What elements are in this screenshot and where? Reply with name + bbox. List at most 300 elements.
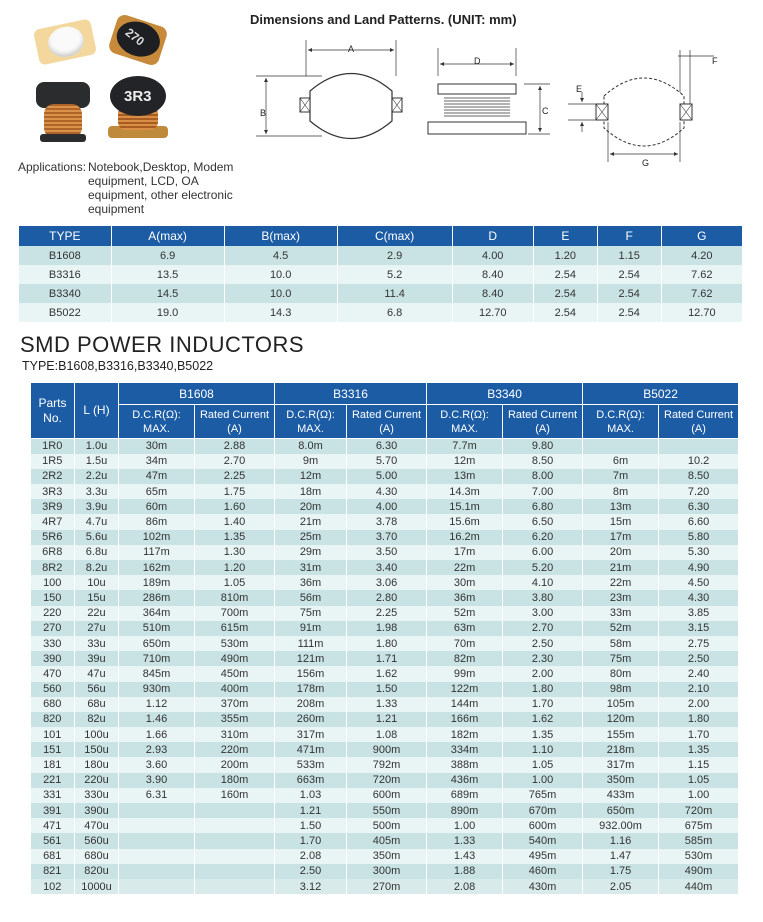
dim-label-f: F [712, 56, 718, 66]
table-row [31, 560, 739, 575]
table-cell: 460m [503, 864, 583, 879]
table-cell: 5.6u [75, 530, 119, 545]
table-cell: 364m [119, 606, 195, 621]
table-cell: 180u [75, 757, 119, 772]
table-cell: 8.50 [503, 454, 583, 469]
dim-table-cell: B5022 [19, 303, 111, 322]
dim-table-cell: 2.54 [533, 265, 597, 284]
table-cell: 530m [195, 636, 275, 651]
table-cell [119, 879, 195, 894]
table-cell: 2.05 [583, 879, 659, 894]
dim-table-cell: 2.54 [597, 265, 661, 284]
table-cell: 21m [583, 560, 659, 575]
table-cell: 1.33 [347, 697, 427, 712]
table-cell [195, 864, 275, 879]
rated-current-header: Rated Current (A) [659, 405, 739, 439]
inductor-white-cap-image [33, 18, 97, 65]
table-cell: 150 [31, 590, 75, 605]
table-cell: 9.80 [503, 439, 583, 454]
table-cell: 21m [275, 514, 347, 529]
table-cell: 151 [31, 742, 75, 757]
table-cell: 820 [31, 712, 75, 727]
table-cell: 3.06 [347, 575, 427, 590]
table-cell: 4.50 [659, 575, 739, 590]
table-row [31, 439, 739, 454]
types-line: TYPE:B1608,B3316,B3340,B5022 [22, 359, 214, 373]
table-cell: 101 [31, 727, 75, 742]
table-cell: 1.62 [347, 666, 427, 681]
table-cell: 1.66 [119, 727, 195, 742]
table-cell: 2.50 [275, 864, 347, 879]
table-cell: 1.5u [75, 454, 119, 469]
table-cell: 3.50 [347, 545, 427, 560]
dim-table-cell: 1.20 [533, 246, 597, 265]
table-cell: 7.20 [659, 484, 739, 499]
table-cell: 102 [31, 879, 75, 894]
table-cell: 105m [583, 697, 659, 712]
dim-table-cell: 14.5 [111, 284, 224, 303]
table-cell: 68u [75, 697, 119, 712]
dimension-table-header [19, 226, 743, 246]
table-cell: 650m [119, 636, 195, 651]
table-cell: 12m [427, 454, 503, 469]
table-cell: 1.70 [503, 697, 583, 712]
dim-table-cell: B3316 [19, 265, 111, 284]
table-cell: 675m [659, 818, 739, 833]
dim-table-cell: 2.54 [533, 284, 597, 303]
table-cell: 6m [583, 454, 659, 469]
table-cell [659, 439, 739, 454]
table-cell: 4R7 [31, 514, 75, 529]
table-cell: 1.00 [427, 818, 503, 833]
table-cell: 1.88 [427, 864, 503, 879]
table-cell: 22m [583, 575, 659, 590]
table-cell: 15u [75, 590, 119, 605]
dim-table-cell: 2.54 [597, 303, 661, 322]
table-row [31, 742, 739, 757]
table-cell: 3.9u [75, 499, 119, 514]
table-cell: 471m [275, 742, 347, 757]
table-cell: 52m [583, 621, 659, 636]
table-cell: 3.3u [75, 484, 119, 499]
table-cell: 27u [75, 621, 119, 636]
dim-table-cell: 7.62 [661, 265, 742, 284]
group-header-b3340: B3340 [427, 383, 583, 405]
table-cell: 181 [31, 757, 75, 772]
table-cell: 1.60 [195, 499, 275, 514]
table-cell [119, 818, 195, 833]
table-cell: 6.30 [659, 499, 739, 514]
table-cell [119, 849, 195, 864]
table-cell: 495m [503, 849, 583, 864]
table-cell: 156m [275, 666, 347, 681]
table-cell: 1.00 [503, 773, 583, 788]
table-cell: 440m [659, 879, 739, 894]
dim-header-cell: E [533, 226, 597, 246]
table-cell: 585m [659, 833, 739, 848]
table-cell [583, 439, 659, 454]
table-cell: 8.50 [659, 469, 739, 484]
dim-header-cell: A(max) [111, 226, 224, 246]
table-cell: 144m [427, 697, 503, 712]
table-cell: 1.80 [659, 712, 739, 727]
table-cell: 1.47 [583, 849, 659, 864]
table-cell: 82m [427, 651, 503, 666]
table-cell: 60m [119, 499, 195, 514]
table-cell: 3.60 [119, 757, 195, 772]
table-cell: 2.2u [75, 469, 119, 484]
table-row [31, 864, 739, 879]
table-cell: 700m [195, 606, 275, 621]
dim-header-cell: C(max) [337, 226, 452, 246]
dim-table-cell: 6.8 [337, 303, 452, 322]
drawing-land-pattern [568, 36, 718, 166]
table-cell: 6.30 [347, 439, 427, 454]
table-cell: 4.90 [659, 560, 739, 575]
table-cell: 810m [195, 590, 275, 605]
table-cell: 1.0u [75, 439, 119, 454]
table-cell: 200m [195, 757, 275, 772]
table-cell: 2.80 [347, 590, 427, 605]
table-cell: 4.30 [659, 590, 739, 605]
table-cell: 8m [583, 484, 659, 499]
table-row [31, 621, 739, 636]
table-cell: 2.10 [659, 682, 739, 697]
dim-table-cell: 12.70 [452, 303, 533, 322]
table-row [31, 499, 739, 514]
table-row [31, 803, 739, 818]
table-cell: 34m [119, 454, 195, 469]
table-cell: 2.40 [659, 666, 739, 681]
table-row [31, 712, 739, 727]
table-cell: 1.33 [427, 833, 503, 848]
table-cell: 30m [119, 439, 195, 454]
table-cell: 58m [583, 636, 659, 651]
table-cell: 1.12 [119, 697, 195, 712]
table-cell: 189m [119, 575, 195, 590]
table-cell: 150u [75, 742, 119, 757]
table-cell: 15.1m [427, 499, 503, 514]
table-cell: 2.08 [275, 849, 347, 864]
table-cell: 10.2 [659, 454, 739, 469]
table-cell: 1.46 [119, 712, 195, 727]
table-cell: 663m [275, 773, 347, 788]
table-cell: 490m [195, 651, 275, 666]
table-cell: 122m [427, 682, 503, 697]
dim-header-cell: G [661, 226, 742, 246]
inductor-3r3-image: 3R3 [108, 76, 168, 140]
dim-label-e: E [576, 84, 583, 94]
table-cell: 550m [347, 803, 427, 818]
dim-table-cell: 13.5 [111, 265, 224, 284]
table-cell: 56m [275, 590, 347, 605]
table-cell: 155m [583, 727, 659, 742]
table-cell: 30m [427, 575, 503, 590]
table-cell: 86m [119, 514, 195, 529]
table-cell: 33m [583, 606, 659, 621]
table-cell: 100u [75, 727, 119, 742]
table-cell: 220u [75, 773, 119, 788]
table-cell: 25m [275, 530, 347, 545]
group-header-b5022: B5022 [583, 383, 739, 405]
table-cell: 845m [119, 666, 195, 681]
dim-table-cell: 8.40 [452, 284, 533, 303]
table-cell [195, 879, 275, 894]
drawing-top-view [252, 36, 412, 146]
table-cell: 1.40 [195, 514, 275, 529]
dimensions-title: Dimensions and Land Patterns. (UNIT: mm) [250, 12, 517, 27]
table-cell [195, 833, 275, 848]
table-row [31, 727, 739, 742]
table-cell [195, 818, 275, 833]
table-cell: 1.62 [503, 712, 583, 727]
table-cell: 1.80 [503, 682, 583, 697]
table-cell: 1.98 [347, 621, 427, 636]
table-row [31, 818, 739, 833]
table-cell: 765m [503, 788, 583, 803]
inductor-270-image: 270 [107, 13, 169, 67]
table-cell: 2.00 [503, 666, 583, 681]
dim-table-cell: 6.9 [111, 246, 224, 265]
table-cell: 1.00 [659, 788, 739, 803]
table-cell: 680 [31, 697, 75, 712]
dim-table-cell: 7.62 [661, 284, 742, 303]
table-row [31, 454, 739, 469]
page-title: SMD POWER INDUCTORS [20, 332, 305, 357]
table-cell: 3R9 [31, 499, 75, 514]
table-cell: 1.80 [347, 636, 427, 651]
dim-table-cell: 10.0 [224, 284, 337, 303]
table-cell: 3.90 [119, 773, 195, 788]
dim-label-g: G [642, 158, 650, 168]
table-cell: 1.50 [347, 682, 427, 697]
table-row [31, 530, 739, 545]
table-row [31, 697, 739, 712]
table-cell: 5.80 [659, 530, 739, 545]
table-cell: 1.75 [583, 864, 659, 879]
table-cell: 890m [427, 803, 503, 818]
dim-table-cell: B3340 [19, 284, 111, 303]
dim-table-cell: 2.54 [597, 284, 661, 303]
table-cell: 7.7m [427, 439, 503, 454]
rated-current-header: Rated Current (A) [195, 405, 275, 439]
dim-label-c: C [542, 106, 549, 116]
table-row [31, 849, 739, 864]
dim-header-cell: TYPE [19, 226, 111, 246]
table-cell: 600m [347, 788, 427, 803]
table-cell: 1R0 [31, 439, 75, 454]
table-cell: 310m [195, 727, 275, 742]
table-cell: 930m [119, 682, 195, 697]
table-cell: 23m [583, 590, 659, 605]
table-cell: 471 [31, 818, 75, 833]
dcr-header: D.C.R(Ω): MAX. [275, 405, 347, 439]
table-cell: 450m [195, 666, 275, 681]
table-cell: 208m [275, 697, 347, 712]
table-cell: 47m [119, 469, 195, 484]
dim-table-cell: 11.4 [337, 284, 452, 303]
table-cell: 4.10 [503, 575, 583, 590]
table-cell: 317m [275, 727, 347, 742]
table-cell: 218m [583, 742, 659, 757]
table-cell: 5.00 [347, 469, 427, 484]
dim-table-cell: 4.5 [224, 246, 337, 265]
table-cell: 2.75 [659, 636, 739, 651]
table-cell: 6.20 [503, 530, 583, 545]
dim-table-cell: B1608 [19, 246, 111, 265]
dim-header-cell: D [452, 226, 533, 246]
table-cell: 2.00 [659, 697, 739, 712]
table-cell: 8R2 [31, 560, 75, 575]
table-cell: 689m [427, 788, 503, 803]
table-cell: 8.0m [275, 439, 347, 454]
table-cell: 405m [347, 833, 427, 848]
dcr-header: D.C.R(Ω): MAX. [583, 405, 659, 439]
table-cell: 2.50 [659, 651, 739, 666]
table-row [31, 651, 739, 666]
table-cell: 615m [195, 621, 275, 636]
table-cell: 18m [275, 484, 347, 499]
table-cell: 36m [275, 575, 347, 590]
applications-text: Applications: Notebook,Desktop, Modem equipment, LCD, OA equipment, other electronic equipment [18, 160, 234, 216]
table-cell: 20m [275, 499, 347, 514]
table-cell: 36m [427, 590, 503, 605]
dim-table-cell: 4.00 [452, 246, 533, 265]
rated-current-header: Rated Current (A) [503, 405, 583, 439]
table-cell: 12m [275, 469, 347, 484]
table-row [31, 636, 739, 651]
dim-table-row [19, 303, 743, 322]
table-cell: 391 [31, 803, 75, 818]
table-cell: 31m [275, 560, 347, 575]
table-cell: 370m [195, 697, 275, 712]
inductance-header: L (H) [75, 383, 119, 439]
table-row [31, 469, 739, 484]
table-row [31, 606, 739, 621]
table-cell: 3R3 [31, 484, 75, 499]
dim-table-cell: 1.15 [597, 246, 661, 265]
table-cell: 681 [31, 849, 75, 864]
table-cell: 6.8u [75, 545, 119, 560]
table-cell: 7m [583, 469, 659, 484]
drawing-side-view [424, 36, 554, 146]
table-cell: 1.05 [195, 575, 275, 590]
table-cell: 111m [275, 636, 347, 651]
table-cell: 16.2m [427, 530, 503, 545]
table-cell: 17m [427, 545, 503, 560]
table-cell: 286m [119, 590, 195, 605]
table-cell: 162m [119, 560, 195, 575]
table-cell: 1.35 [659, 742, 739, 757]
table-row [31, 757, 739, 772]
dim-table-row [19, 246, 743, 265]
table-cell: 29m [275, 545, 347, 560]
table-cell: 2.50 [503, 636, 583, 651]
dim-label-a: A [348, 44, 355, 54]
table-cell: 560u [75, 833, 119, 848]
table-cell: 3.12 [275, 879, 347, 894]
table-cell [119, 833, 195, 848]
table-cell: 334m [427, 742, 503, 757]
table-cell: 1.50 [275, 818, 347, 833]
table-cell: 8.2u [75, 560, 119, 575]
table-cell: 102m [119, 530, 195, 545]
table-row [31, 575, 739, 590]
table-cell: 6.00 [503, 545, 583, 560]
table-cell: 80m [583, 666, 659, 681]
table-cell: 2.25 [347, 606, 427, 621]
table-cell: 4.00 [347, 499, 427, 514]
table-cell: 47u [75, 666, 119, 681]
dim-table-cell: 19.0 [111, 303, 224, 322]
table-cell: 400m [195, 682, 275, 697]
dim-table-cell: 14.3 [224, 303, 337, 322]
table-cell: 500m [347, 818, 427, 833]
table-row [31, 514, 739, 529]
table-cell: 75m [583, 651, 659, 666]
dim-table-cell: 2.9 [337, 246, 452, 265]
table-cell: 1.43 [427, 849, 503, 864]
table-cell: 1.20 [195, 560, 275, 575]
table-cell: 388m [427, 757, 503, 772]
table-cell: 300m [347, 864, 427, 879]
dim-label-b: B [260, 108, 267, 118]
product-photos [28, 14, 198, 154]
table-cell: 331 [31, 788, 75, 803]
table-cell: 900m [347, 742, 427, 757]
dim-table-row [19, 265, 743, 284]
table-cell: 710m [119, 651, 195, 666]
table-cell: 52m [427, 606, 503, 621]
table-cell: 82u [75, 712, 119, 727]
dimension-table [19, 226, 743, 322]
table-cell: 8.00 [503, 469, 583, 484]
table-row [31, 773, 739, 788]
table-cell: 932.00m [583, 818, 659, 833]
table-cell: 9m [275, 454, 347, 469]
table-cell: 270 [31, 621, 75, 636]
table-cell: 3.70 [347, 530, 427, 545]
table-cell: 2.93 [119, 742, 195, 757]
table-cell: 670m [503, 803, 583, 818]
table-cell: 1.16 [583, 833, 659, 848]
dim-table-cell: 4.20 [661, 246, 742, 265]
table-cell: 3.85 [659, 606, 739, 621]
table-cell: 99m [427, 666, 503, 681]
dim-label-d: D [474, 56, 481, 66]
table-cell: 63m [427, 621, 503, 636]
table-cell: 3.78 [347, 514, 427, 529]
table-cell: 1.30 [195, 545, 275, 560]
table-cell: 2.70 [195, 454, 275, 469]
table-cell: 1.05 [503, 757, 583, 772]
table-cell: 430m [503, 879, 583, 894]
table-cell: 33u [75, 636, 119, 651]
table-cell: 100 [31, 575, 75, 590]
table-cell: 117m [119, 545, 195, 560]
table-row [31, 545, 739, 560]
table-cell: 1.03 [275, 788, 347, 803]
table-cell: 4.7u [75, 514, 119, 529]
table-cell: 1.35 [195, 530, 275, 545]
table-cell: 1.21 [275, 803, 347, 818]
table-cell: 91m [275, 621, 347, 636]
table-cell: 6.31 [119, 788, 195, 803]
dcr-header: D.C.R(Ω): MAX. [427, 405, 503, 439]
table-row [31, 590, 739, 605]
table-cell: 680u [75, 849, 119, 864]
table-cell: 350m [347, 849, 427, 864]
